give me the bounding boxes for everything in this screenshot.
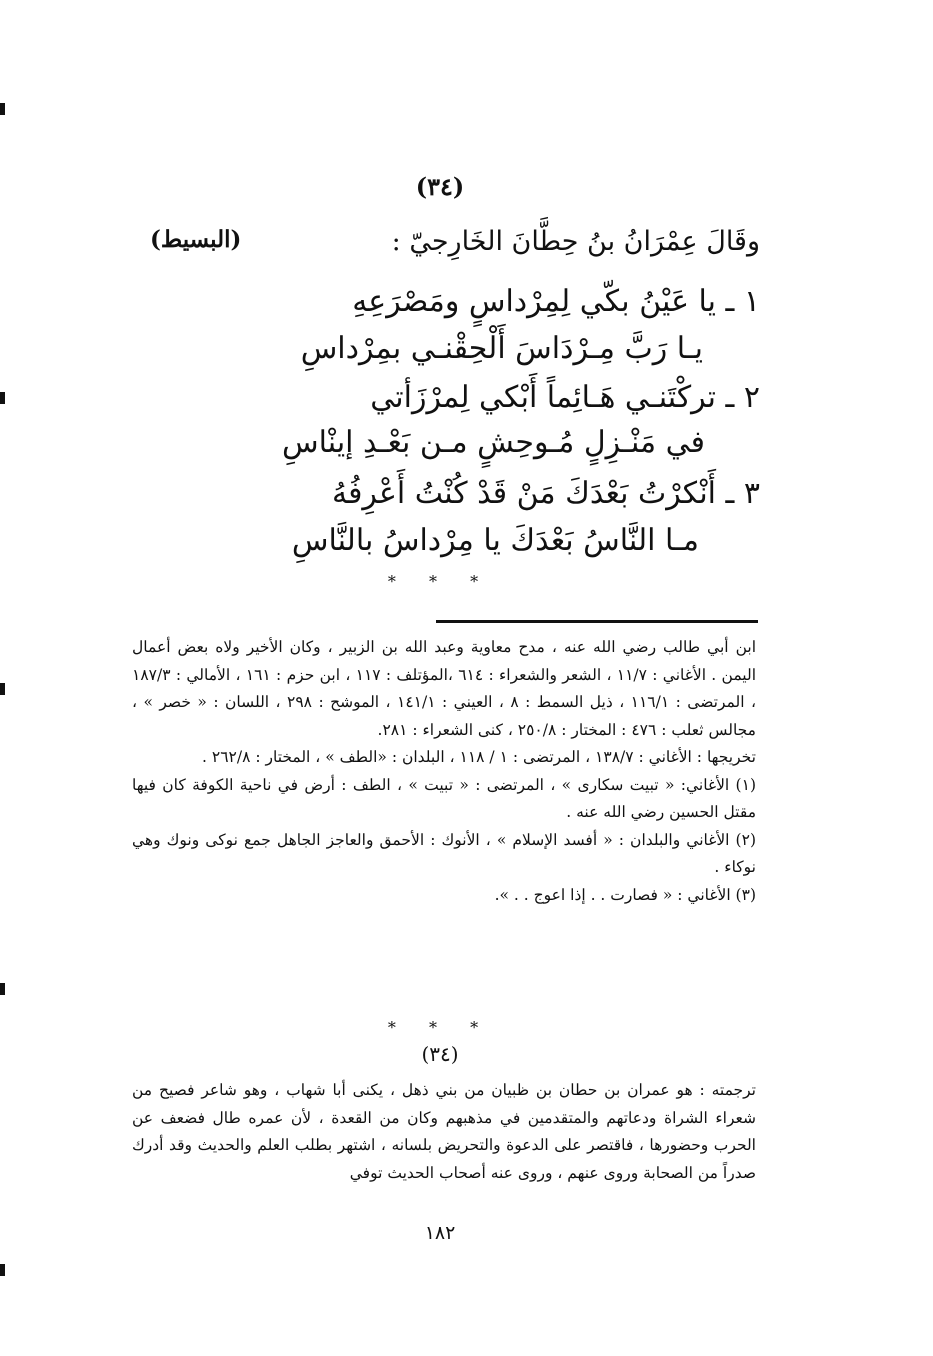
scan-margin-mark [0,392,5,404]
scan-margin-mark [0,103,5,115]
scan-margin-mark [0,683,5,695]
verse-2-second-hemistich: في مَنْـزِلٍ مُـوحِشٍ مـن بَعْـدِ إينْاسِ [282,425,705,460]
meter-label: (البسيط) [150,226,242,253]
source-note: ابن أبي طالب رضي الله عنه ، مدح معاوية وعبد الله بن الزبير ، وكان الأخير ولاه بعض أعمال اليمن . الأغاني : ١١/٧ ، الشعر والشعراء : ٦١٤ ،المؤتلف : ١١٧ ، ابن حزم : ١٦١ ، الأمالي : ١٨٧/٣ ، المرتضى : ١١٦/١ ، ذيل السمط : ٨ ، العيني : ١٤١/١ ، الموشح : ٢٩٨ ، اللسان : « خصر » ، مجالس ثعلب : ٤٧٦ : المختار : ٢٥٠/٨ ، كنى الشعراء : ٢٨١. [132,638,757,739]
bio-number: (٣٤) [421,1042,459,1066]
section-separator: * * * [387,1018,493,1037]
footnote-2: (٢) الأغاني والبلدان : « أفسد الإسلام » ، الأنوك : الأحمق والعاجز الجاهل جمع نوكى ونوك وهي نوكاء . [132,830,756,876]
intro-line: وقَالَ عِمْرَانُ بنُ حِطَّانَ الخَارِجيّ : [391,226,760,257]
verse-1-second-hemistich: يـا رَبَّ مِـرْدَاسَ أَلْحِقْنـي بمِرْداسِ [300,331,703,366]
scan-margin-mark [0,983,5,995]
poem-number: (٣٤) [415,172,465,201]
biography-text: ترجمته : هو عمران بن حطان بن ظبيان من بني ذهل ، يكنى أبا شهاب ، وهو شاعر فصيح من شعراء الشراة ودعاتهم والمتقدمين في مذهبهم وكان من القعدة ، لأن عمره طال فضعف عن الحرب وحضورها ، فاقتصر على الدعوة والتحريض بلسانه ، اشتهر بطلب العلم والحديث وقد أدرك صدراً من الصحابة وروى عنهم ، وروى عنه أصحاب الحديث توفي [132,1081,756,1182]
poem-intro [150,226,760,266]
footnote-1: (١) الأغاني: « تبيت سكارى » ، المرتضى : « تبيت » ، الطف : أرض في ناحية الكوفة كان فيها مقتل الحسين رضي الله عنه . [132,775,756,821]
verse-1-first-hemistich: ١ ـ يا عَيْنُ بكّي لِمِرْداسٍ ومَصْرَعِهِ [352,284,760,319]
verse-3-second-hemistich: مـا النَّاسُ بَعْدَكَ يا مِرْداسُ بالنَّاسِ [291,523,699,558]
biography [132,1077,756,1187]
section-separator: * * * [387,572,493,591]
verse-3-first-hemistich: ٣ ـ أَنْكرْتُ بَعْدَكَ مَنْ قَدْ كُنْتُ أَعْرِفُهُ [331,476,760,511]
page-number: ١٨٢ [424,1222,456,1244]
footnote-rule [436,620,758,623]
footnotes [132,634,756,909]
footnote-3: (٣) الأغاني : « فصارت . . إذا اعوج . . ». [494,885,756,904]
scan-margin-mark [0,1264,5,1276]
takhrij-note: تخريجها : الأغاني : ١٣٨/٧ ، المرتضى : ١ / ١١٨ ، البلدان : «الطف » ، المختار : ٢٦٢/٨ . [202,748,756,766]
verse-2-first-hemistich: ٢ ـ تركْتَنـي هَـائِماً أَبْكي لِمرْزَأتي [370,380,760,415]
